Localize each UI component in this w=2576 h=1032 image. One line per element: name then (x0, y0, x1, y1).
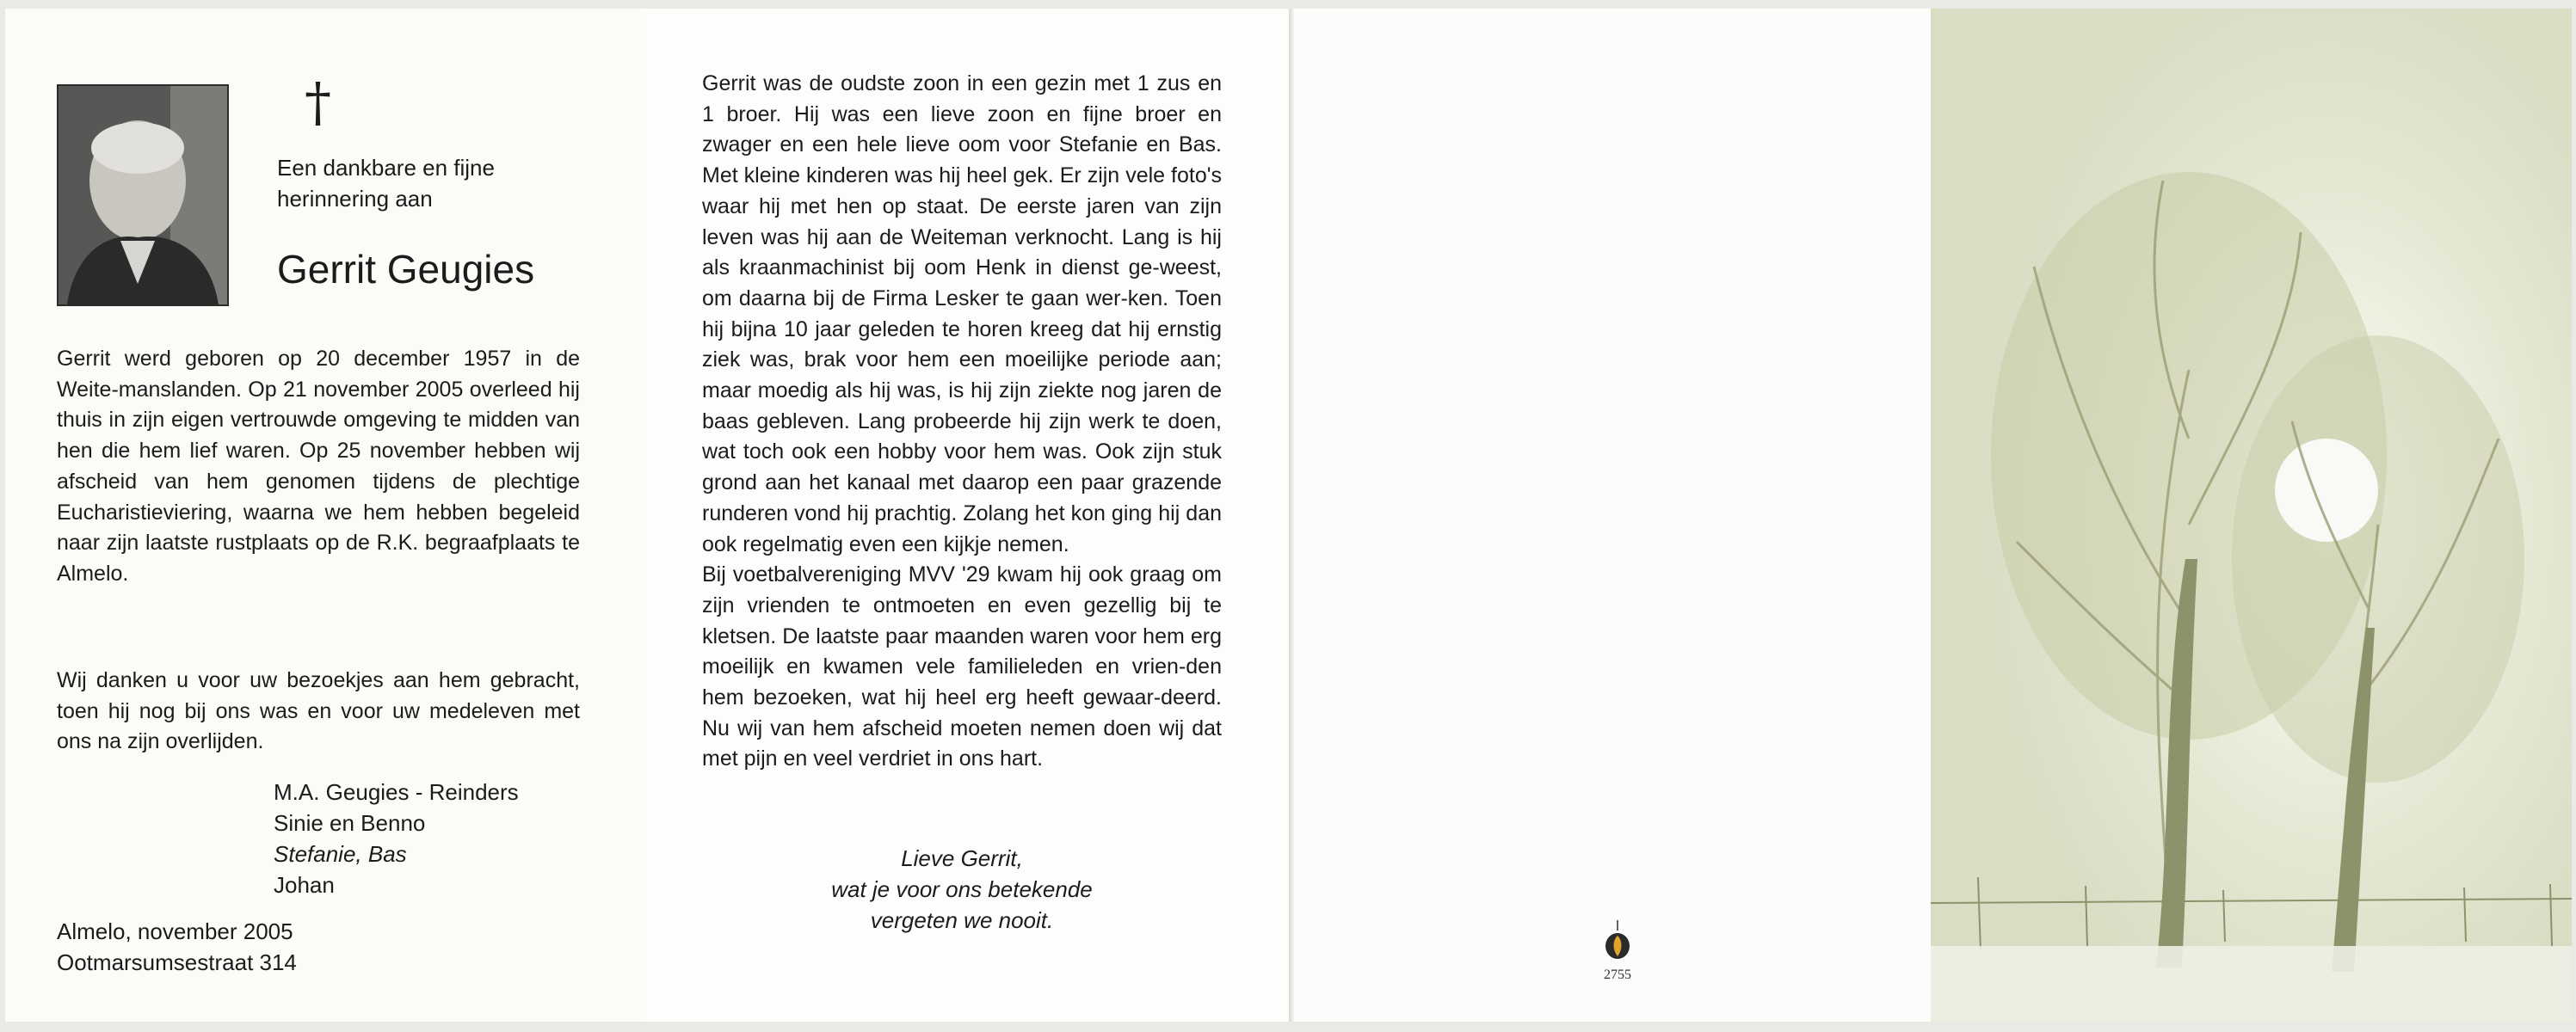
tree-crown-right (2232, 335, 2524, 783)
family-line: Johan (274, 872, 335, 898)
biography-paragraph: Gerrit werd geboren op 20 december 1957 in de Weite-manslanden. Op 21 november 2005 overleed hij thuis in zijn eigen vertrouwde omgeving te midden van hen die hem lief waren. Op 25 november hebben wij afscheid van hem genomen tijdens de plechtige Eucharistieviering, waarna we hem hebben begeleid naar zijn laatste rustplaats op de R.K. begraafplaats te Almelo. (57, 347, 580, 586)
story-paragraph: Gerrit was de oudste zoon in een gezin met 1 zus en 1 broer. Hij was een lieve zoon en fijne broer en zwager en een hele lieve oom voor Stefanie en Bas. Met kleine kinderen was hij heel gek. Er zijn vele foto's waar hij met hen op staat. De eerste jaren van zijn leven was hij aan de Weiteman verknocht. Lang is hij als kraanmachinist bij oom Henk in dienst ge-weest, om daarna bij de Firma Lesker te gaan wer-ken. Toen hij bijna 10 jaar geleden te horen kreeg dat hij ernstig ziek was, brak voor hem een moeilijke periode aan; maar moedig als hij was, is hij zijn ziekte nog jaren de baas gebleven. Lang probeerde hij zijn werk te doen, wat toch ook een hobby voor hem was. Ook zijn stuk grond aan het kanaal met daarop een paar grazende runderen vond hij prachtig. Zolang het kon ging hij dan ook regelmatig even een kijkje nemen. (702, 71, 1222, 556)
life-story (702, 69, 1222, 775)
quote-line: Lieve Gerrit, (901, 845, 1023, 871)
story-paragraph: Bij voetbalvereniging MVV '29 kwam hij ook graag om zijn vrienden te ontmoeten en even gezellig bij te kletsen. De laatste paar maanden waren voor hem erg moeilijk en kwamen vele familieleden en vrien-den hem bezoeken, wat hij heel erg heeft gewaar-deerd. Nu wij van hem afscheid moeten nemen doen wij dat met pijn en veel verdriet in ons hart. (702, 562, 1222, 771)
cross-icon: † (305, 71, 331, 133)
address: Ootmarsumsestraat 314 (57, 949, 297, 975)
family-signatures (274, 777, 519, 900)
flame-logo-icon (1600, 920, 1635, 960)
quote-line: wat je voor ons betekende (831, 876, 1093, 902)
portrait-photo (57, 84, 229, 306)
snow-ground (1931, 946, 2572, 1022)
family-line: Sinie en Benno (274, 810, 426, 836)
sun-glow (2275, 439, 2378, 542)
intro-text: Een dankbare en fijne herinnering aan (277, 155, 495, 212)
card-panel-back (1294, 9, 1931, 1022)
place-and-address (57, 916, 297, 978)
card-panel-cover (1931, 9, 2572, 1022)
family-line: M.A. Geugies - Reinders (274, 779, 519, 805)
deceased-name: Gerrit Geugies (277, 247, 535, 292)
thanks-paragraph: Wij danken u voor uw bezoekjes aan hem gebracht, toen hij nog bij ons was en voor uw medeleven met ons na zijn overlijden. (57, 668, 580, 754)
memorial-quote (702, 843, 1222, 936)
printer-mark (1592, 920, 1643, 983)
place-date: Almelo, november 2005 (57, 918, 293, 944)
print-code: 2755 (1604, 968, 1631, 982)
family-line: Stefanie, Bas (274, 841, 407, 867)
winter-tree-image (1931, 9, 2572, 1022)
quote-line: vergeten we nooit. (870, 907, 1054, 933)
